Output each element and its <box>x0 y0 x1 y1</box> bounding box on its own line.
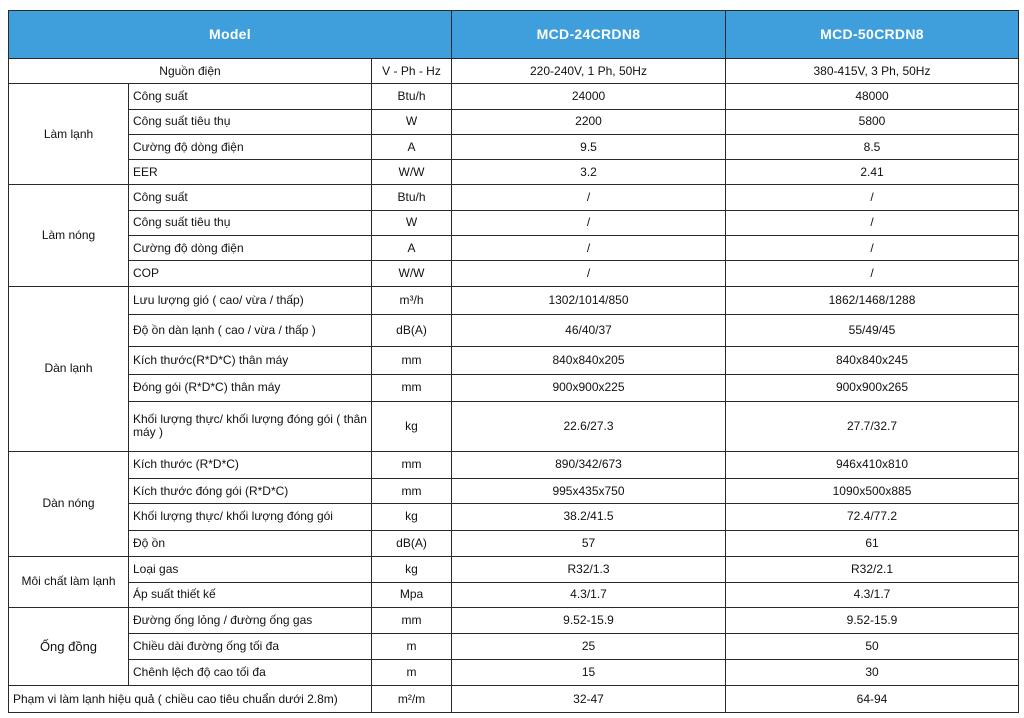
range-v2: 64-94 <box>726 686 1019 713</box>
row-unit: W/W <box>372 261 452 286</box>
row-v2: 1090x500x885 <box>726 478 1019 503</box>
table-row <box>9 660 1019 686</box>
row-v1: / <box>452 236 726 261</box>
row-v2: 840x840x245 <box>726 347 1019 374</box>
row-v2: / <box>726 185 1019 210</box>
row-label: Công suất tiêu thụ <box>129 109 372 134</box>
row-label: EER <box>129 160 372 185</box>
row-v1: 4.3/1.7 <box>452 583 726 607</box>
power-v2: 380-415V, 3 Ph, 50Hz <box>726 59 1019 84</box>
row-v1: 25 <box>452 633 726 659</box>
row-v1: 3.2 <box>452 160 726 185</box>
row-v1: / <box>452 210 726 235</box>
row-v1: 840x840x205 <box>452 347 726 374</box>
row-v1: R32/1.3 <box>452 556 726 582</box>
row-v2: / <box>726 236 1019 261</box>
row-v2: 900x900x265 <box>726 374 1019 401</box>
row-label: Chênh lệch độ cao tối đa <box>129 660 372 686</box>
group-indoor: Dàn lạnh <box>9 286 129 451</box>
power-v1: 220-240V, 1 Ph, 50Hz <box>452 59 726 84</box>
row-v2: R32/2.1 <box>726 556 1019 582</box>
row-label: Cường độ dòng điện <box>129 134 372 159</box>
row-label: Công suất tiêu thụ <box>129 210 372 235</box>
spec-table <box>8 10 1019 713</box>
row-v1: 24000 <box>452 84 726 109</box>
table-row <box>9 160 1019 185</box>
table-row <box>9 374 1019 401</box>
row-unit: mm <box>372 347 452 374</box>
table-row <box>9 686 1019 713</box>
group-cooling: Làm lạnh <box>9 84 129 185</box>
table-row <box>9 109 1019 134</box>
row-unit: m <box>372 660 452 686</box>
table-row <box>9 84 1019 109</box>
table-row <box>9 286 1019 314</box>
row-unit: dB(A) <box>372 315 452 347</box>
header-model: Model <box>9 11 452 59</box>
row-v2: 27.7/32.7 <box>726 402 1019 452</box>
row-label: COP <box>129 261 372 286</box>
range-label: Phạm vi làm lạnh hiệu quả ( chiều cao tiêu chuẩn dưới 2.8m) <box>9 686 372 713</box>
row-unit: A <box>372 236 452 261</box>
row-label: Chiều dài đường ống tối đa <box>129 633 372 659</box>
table-row <box>9 530 1019 556</box>
row-v1: 2200 <box>452 109 726 134</box>
row-label: Đóng gói (R*D*C) thân máy <box>129 374 372 401</box>
table-row <box>9 583 1019 607</box>
row-label: Lưu lượng gió ( cao/ vừa / thấp) <box>129 286 372 314</box>
row-label: Cường độ dòng điện <box>129 236 372 261</box>
power-unit: V - Ph - Hz <box>372 59 452 84</box>
table-row <box>9 451 1019 478</box>
table-row <box>9 261 1019 286</box>
row-unit: mm <box>372 451 452 478</box>
row-v1: 890/342/673 <box>452 451 726 478</box>
row-unit: kg <box>372 402 452 452</box>
row-v2: 1862/1468/1288 <box>726 286 1019 314</box>
group-piping: Ống đồng <box>9 607 129 686</box>
row-v2: 4.3/1.7 <box>726 583 1019 607</box>
row-v2: 55/49/45 <box>726 315 1019 347</box>
row-unit: W <box>372 109 452 134</box>
table-row <box>9 315 1019 347</box>
table-row <box>9 478 1019 503</box>
table-row <box>9 607 1019 633</box>
table-row <box>9 556 1019 582</box>
row-unit: m <box>372 633 452 659</box>
row-label: Áp suất thiết kế <box>129 583 372 607</box>
row-v1: 57 <box>452 530 726 556</box>
row-label: Khối lượng thực/ khối lượng đóng gói <box>129 504 372 530</box>
row-v2: 72.4/77.2 <box>726 504 1019 530</box>
table-row <box>9 504 1019 530</box>
header-row <box>9 11 1019 59</box>
row-v1: 38.2/41.5 <box>452 504 726 530</box>
row-v1: 9.5 <box>452 134 726 159</box>
row-label: Đường ống lỏng / đường ống gas <box>129 607 372 633</box>
row-v2: 946x410x810 <box>726 451 1019 478</box>
row-unit: W/W <box>372 160 452 185</box>
row-v2: 48000 <box>726 84 1019 109</box>
row-v2: 50 <box>726 633 1019 659</box>
row-label: Kích thước (R*D*C) <box>129 451 372 478</box>
group-outdoor: Dàn nóng <box>9 451 129 556</box>
row-label: Độ ồn dàn lạnh ( cao / vừa / thấp ) <box>129 315 372 347</box>
group-heating: Làm nóng <box>9 185 129 286</box>
row-unit: kg <box>372 556 452 582</box>
row-v2: / <box>726 210 1019 235</box>
row-v1: 15 <box>452 660 726 686</box>
table-row <box>9 185 1019 210</box>
table-row <box>9 633 1019 659</box>
row-unit: W <box>372 210 452 235</box>
row-label: Kích thước đóng gói (R*D*C) <box>129 478 372 503</box>
row-v2: 5800 <box>726 109 1019 134</box>
table-row <box>9 210 1019 235</box>
row-v1: 1302/1014/850 <box>452 286 726 314</box>
table-row <box>9 236 1019 261</box>
row-unit: Btu/h <box>372 84 452 109</box>
power-row <box>9 59 1019 84</box>
row-label: Công suất <box>129 84 372 109</box>
range-v1: 32-47 <box>452 686 726 713</box>
row-label: Kích thước(R*D*C) thân máy <box>129 347 372 374</box>
row-label: Khối lượng thực/ khối lượng đóng gói ( thân máy ) <box>129 402 372 452</box>
table-row <box>9 402 1019 452</box>
row-v1: 22.6/27.3 <box>452 402 726 452</box>
row-unit: Btu/h <box>372 185 452 210</box>
row-v2: / <box>726 261 1019 286</box>
row-label: Độ ồn <box>129 530 372 556</box>
header-model-1: MCD-24CRDN8 <box>452 11 726 59</box>
table-row <box>9 347 1019 374</box>
row-unit: Mpa <box>372 583 452 607</box>
row-v2: 9.52-15.9 <box>726 607 1019 633</box>
group-refrigerant: Môi chất làm lạnh <box>9 556 129 607</box>
row-v1: / <box>452 185 726 210</box>
row-v1: / <box>452 261 726 286</box>
row-unit: dB(A) <box>372 530 452 556</box>
row-v1: 9.52-15.9 <box>452 607 726 633</box>
row-v2: 61 <box>726 530 1019 556</box>
row-unit: A <box>372 134 452 159</box>
range-unit: m²/m <box>372 686 452 713</box>
table-row <box>9 134 1019 159</box>
row-v2: 2.41 <box>726 160 1019 185</box>
row-unit: mm <box>372 607 452 633</box>
row-v1: 46/40/37 <box>452 315 726 347</box>
row-v1: 900x900x225 <box>452 374 726 401</box>
row-unit: m³/h <box>372 286 452 314</box>
row-label: Công suất <box>129 185 372 210</box>
row-unit: mm <box>372 374 452 401</box>
row-v1: 995x435x750 <box>452 478 726 503</box>
row-v2: 30 <box>726 660 1019 686</box>
row-unit: kg <box>372 504 452 530</box>
row-v2: 8.5 <box>726 134 1019 159</box>
header-model-2: MCD-50CRDN8 <box>726 11 1019 59</box>
power-label: Nguồn điện <box>9 59 372 84</box>
row-unit: mm <box>372 478 452 503</box>
row-label: Loại gas <box>129 556 372 582</box>
